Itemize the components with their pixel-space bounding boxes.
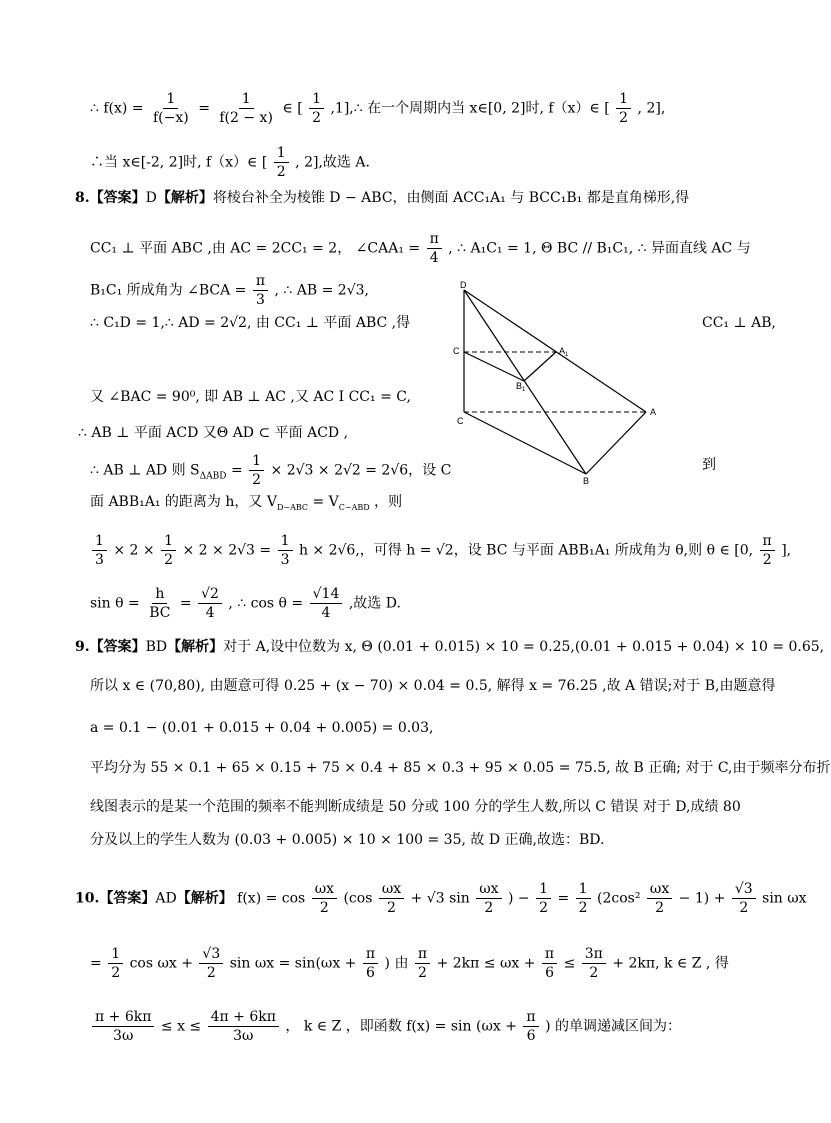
text: ∴ C₁D = 1,∴ AD = 2√2, 由 CC₁ ⊥ 平面 ABC ,得 [90,315,411,331]
fraction: $\frac{\omega x}{2}$ [312,880,337,917]
text: (ωx + [476,1018,517,1035]
answer-value: BD [145,639,168,655]
label-b: B [583,476,590,486]
text: = V [312,494,339,510]
text: 分及以上的学生人数为 (0.03 + 0.005) × 10 × 100 = 35, 故 D 正确,故选：BD. [90,832,605,848]
text: a = 0.1 − (0.01 + 0.015 + 0.04 + 0.005) = 0.03, [90,720,434,736]
text: + 2kπ, k ∈ Z , 得 [612,955,729,972]
fraction: $\frac{1}{2}$ [536,880,551,917]
q8-line-10 [90,585,401,622]
text: ≤ x ≤ [160,1018,202,1035]
fraction: $\frac{4\pi + 6k\pi}{3\omega}$ [208,1008,279,1045]
q8-line-5 [90,387,411,407]
answer-tag: 【答案】 [89,190,146,206]
fraction: $\frac{3\pi}{2}$ [582,945,606,982]
q9-line-3 [90,718,433,738]
answer-value: D [145,190,157,206]
subscript: C−ABD [338,502,370,512]
fraction: $\frac{\omega x}{2}$ [379,880,404,917]
fraction: $\frac{1}{2}$ [274,144,289,181]
fraction: $\frac{1}{2}$ [576,880,591,917]
analysis-tag: 【解析】 [156,190,213,206]
text: CC₁ ⊥ AB, [702,315,776,331]
text: 面 ABB₁A₁ 的距离为 h，又 V [90,494,277,510]
text: = [557,890,570,907]
text: × 2√3 × 2√2 = 2√6，设 C [270,462,452,479]
edge-b1a1 [524,352,556,381]
subscript: D−ABC [276,502,308,512]
text: = [179,595,192,612]
edge-db [464,290,586,474]
fraction: $\frac{1}{2}$ [309,90,324,127]
fraction: $\frac{√2}{4}$ [198,585,222,622]
q8-line-4 [90,313,410,333]
q10-line-3 [90,1008,681,1045]
fraction: $\frac{\pi + 6k\pi}{3\omega}$ [92,1008,154,1045]
fraction: $\frac{\pi}{3}$ [253,272,268,309]
answer-tag: 【答案】 [89,639,146,655]
text: (2cos² [597,890,641,907]
q8-line-2 [90,230,751,267]
text: ∴ f(x) = [90,100,144,117]
top-line-2 [90,144,370,181]
text: + √3 sin [410,890,470,907]
edge-cb [464,412,586,474]
text: 对于 A,设中位数为 x, Θ (0.01 + 0.015) × 10 = 0.25,(0.01 + 0.015 + 0.04) × 10 = 0.65, [223,639,825,655]
label-d: D [460,280,467,290]
text: , 2],故选 A. [295,154,370,171]
text: − 1) + [678,890,726,907]
q8-line-9 [90,532,791,569]
text: 的单调递减区间为： [555,1018,681,1035]
text: = [90,955,102,972]
text: × 2 × 2√3 = [182,542,272,559]
text: ，则 [374,494,403,510]
text: + 2kπ ≤ ωx + [436,955,536,972]
text: ) 由 [384,955,409,972]
analysis-tag: 【解析】 [176,890,233,907]
text: ， k ∈ Z ，即函数 f(x) = sin [285,1018,472,1035]
fraction: $\frac{√3}{2}$ [199,945,223,982]
text: CC₁ ⊥ 平面 ABC ,由 AC = 2CC₁ = 2， ∠CAA₁ = [90,240,421,257]
text: sin θ = [90,595,140,612]
text: ∴当 x∈[-2, 2]时, f（x）∈ [ [90,154,268,171]
q9-line-5 [90,797,741,817]
fraction: $\frac{\pi}{6}$ [363,945,378,982]
fraction: $\frac{1}{3}$ [278,532,293,569]
fraction: $\frac{1}{f(-x)}$ [153,91,189,126]
text: 将棱台补全为棱锥 D − ABC，由侧面 ACC₁A₁ 与 BCC₁B₁ 都是直角梯形,得 [212,190,690,206]
q8-header [75,188,689,208]
fraction: $\frac{\pi}{6}$ [523,1008,538,1045]
answer-tag: 【答案】 [99,890,156,907]
top-line-1 [90,90,665,127]
label-c: C [457,416,464,426]
text: h × 2√6,，可得 h = √2，设 BC 与平面 ABB₁A₁ 所成角为 θ,则 θ ∈ [0, [298,542,754,559]
question-number: 9. [75,639,90,655]
q8-line-7 [90,452,451,489]
q8-line-3 [90,272,369,309]
fraction: $\frac{√3}{2}$ [732,880,756,917]
edge-ba [586,412,646,474]
fraction: $\frac{1}{3}$ [92,532,107,569]
fraction: $\frac{1}{f(2 - x)}$ [219,91,273,126]
text: = [230,462,243,479]
question-number: 8. [75,190,90,206]
text: , ∴ cos θ = [228,595,304,612]
text: 到 [702,457,716,473]
text: × 2 × [113,542,155,559]
q8-line-7-right [702,455,716,475]
text: , ∴ A₁C₁ = 1, Θ BC // B₁C₁, ∴ 异面直线 AC 与 [448,240,751,257]
q10-line-2 [90,945,729,982]
q9-line-6 [90,830,604,850]
fraction: $\frac{1}{2}$ [161,532,176,569]
text: ], [781,542,792,559]
text: B₁C₁ 所成角为 ∠BCA = [90,282,247,299]
text: 又 ∠BAC = 90⁰, 即 AB ⊥ AC ,又 AC I CC₁ = C, [90,389,411,405]
label-c1: C [453,346,460,356]
q9-line-2 [90,676,776,696]
fraction: $\frac{\pi}{2}$ [415,945,430,982]
analysis-tag: 【解析】 [167,639,224,655]
text: ∴ AB ⊥ AD 则 S [90,462,200,479]
text: 所以 x ∈ (70,80), 由题意可得 0.25 + (x − 70) × 0.04 = 0.5, 解得 x = 76.25 ,故 A 错误;对于 B,由题意得 [90,678,776,694]
text: ) [545,1018,551,1035]
q10-line-1 [75,880,807,917]
text: 线图表示的是某一个范围的频率不能判断成绩是 50 分或 100 分的学生人数,所以 C 错误 对于 D,成绩 80 [90,799,741,815]
text: ∴ AB ⊥ 平面 ACD 又Θ AD ⊂ 平面 ACD , [78,425,349,441]
q8-line-8 [90,492,402,518]
text: f(x) = cos [237,890,306,907]
q8-line-4-right [702,313,776,333]
text: = [198,100,210,117]
text: sin ωx [762,890,807,907]
fraction: $\frac{\pi}{2}$ [760,532,775,569]
fraction: $\frac{\pi}{6}$ [542,945,557,982]
fraction: $\frac{√14}{4}$ [310,585,343,622]
text: , ∴ AB = 2√3, [274,282,369,299]
q8-line-6 [78,423,348,443]
q9-header [75,637,824,657]
text: ≤ [563,955,576,972]
fraction: $\frac{1}{2}$ [108,945,123,982]
text: (cos [343,890,373,907]
text: , 2], [637,100,666,117]
text: cos ωx + [129,955,193,972]
label-b1: $B_1$ [516,381,526,393]
fraction: $\frac{h}{BC}$ [149,586,171,621]
text: ,故选 D. [348,595,401,612]
label-a: A [650,407,657,417]
fraction: $\frac{1}{2}$ [249,452,264,489]
fraction: $\frac{1}{2}$ [616,90,631,127]
fraction: $\frac{\pi}{4}$ [427,230,442,267]
fraction: $\frac{\omega x}{2}$ [476,880,501,917]
text: 平均分为 55 × 0.1 + 65 × 0.15 + 75 × 0.4 + 85 × 0.3 + 95 × 0.05 = 75.5, 故 B 正确; 对于 C,由于频率分布折 [90,760,831,776]
text: ∈ [ [282,100,303,117]
fraction: $\frac{\omega x}{2}$ [647,880,672,917]
edge-da [464,290,646,412]
text: ,1],∴ 在一个周期内当 x∈[0, 2]时, f（x）∈ [ [330,100,610,117]
text: sin ωx = sin(ωx + [229,955,357,972]
frustum-figure [450,278,660,484]
question-number: 10. [75,890,100,907]
q9-line-4 [90,758,831,778]
subscript: ΔABD [199,471,227,482]
text: ) − [507,890,530,907]
answer-value: AD [155,890,177,907]
label-a1: $A_1$ [559,346,569,358]
